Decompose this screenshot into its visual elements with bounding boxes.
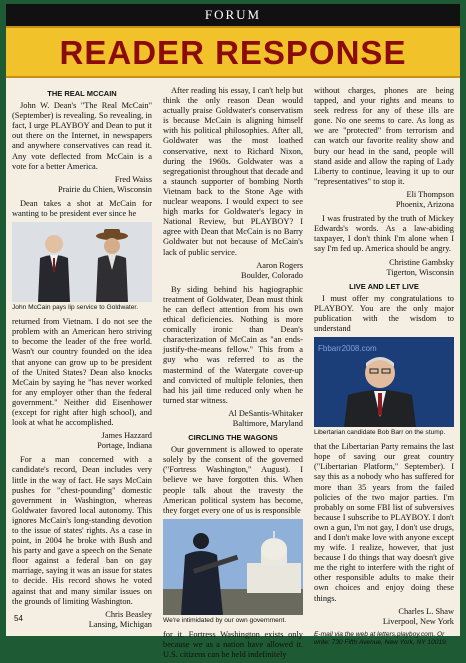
signature-name: Aaron Rogers	[256, 260, 303, 270]
signature-place: Tigerton, Wisconsin	[386, 267, 454, 277]
signature-name: Eli Thompson	[406, 189, 454, 199]
banner-text: Fbbarr2008.com	[318, 344, 377, 354]
signature-place: Portage, Indiana	[97, 441, 152, 451]
signature-name: Al DeSantis-Whitaker	[228, 408, 303, 418]
photo-caption: Libertarian candidate Bob Barr on the stump.	[314, 429, 446, 437]
signature-place: Liverpool, New York	[382, 616, 454, 626]
signature-place: Lansing, Michigan	[88, 619, 152, 629]
letter-paragraph: By siding behind his hagiographic treatment of Goldwater, Dean must think he can deflect attention from his own ethical deficiencies. Nothing is more comically ironic than Dean's characterization of McCain as "an ends-justify-the-means fellow." This from a guy who was referred to as the mastermind of the Watergate cover-up and convicted of multiple felonies, then had his jail time reduced only when he turned star witness.	[163, 284, 303, 405]
contact-footer: E-mail via the web at letters.playboy.com. Or write: 730 Fifth Avenue, New York, NY 10019.	[314, 630, 448, 647]
letter-heading: CIRCLING THE WAGONS	[188, 433, 278, 443]
letter-signature	[12, 610, 152, 630]
letter-signature	[12, 431, 152, 451]
signature-place: Baltimore, Maryland	[232, 419, 303, 428]
signature-place: Prairie du Chien, Wisconsin	[58, 184, 152, 194]
section-label: FORUM	[6, 4, 460, 26]
letter-signature	[314, 607, 454, 627]
letter-paragraph: that the Libertarian Party remains the last hope of saving our great country ("Libertarian Platform," September). I say this as a nobody who has suffered for more than 35 years from the failed policies of the two major parties. I'm probably on some FBI list of subversives because I subscribe to PLAYBOY. I don't own a gun, I'm not gay, I don't use drugs, and I don't make love with anyone except my wife. I realize, however, that just because I do things that way doesn't give me the right to interfere with the right of other responsible adults to make their own choices and enjoy doing these things.	[314, 442, 454, 603]
letter-signature	[12, 175, 152, 195]
magazine-page	[6, 4, 460, 660]
letter-heading: LIVE AND LET LIVE	[349, 281, 419, 291]
signature-name: Charles L. Shaw	[398, 606, 454, 616]
letter-signature	[163, 409, 303, 429]
signature-name: James Hazzard	[101, 431, 152, 441]
photo-illustration	[314, 337, 454, 427]
photo-caption: We're intimidated by our own government.	[163, 616, 287, 624]
title-band	[6, 26, 460, 78]
letter-paragraph: returned from Vietnam. I do not see the problem with an American hero striving to become the leader of the free world. Wasn't our country founded on the idea that anyone can grow up to be president of the United States? Dean also knocks McCain by saying he "has never worked for any employer other than the federal government." Neither did Eisenhower (except for right after high school), and look at what he accomplished.	[12, 317, 152, 428]
letter-paragraph: for it. Fortress Washington exists only because we as a nation have allowed it. U.S. citizens can be held indefinitely	[163, 629, 303, 660]
letter-paragraph: John W. Dean's "The Real McCain" (September) is revealing. So revealing, in fact, I urge PLAYBOY and Dean to put it out there on the Internet, in newspapers and anywhere conservatives can read it. Any vote deflected from McCain is a vote for a better America.	[12, 101, 152, 171]
signature-name: Christine Gambsky	[389, 257, 454, 267]
letter-paragraph: Dean takes a shot at McCain for wanting to be president ever since he	[12, 198, 152, 219]
photo-illustration	[12, 222, 152, 302]
letter-heading: THE REAL MCCAIN	[47, 89, 117, 98]
signature-place: Phoenix, Arizona	[395, 200, 454, 210]
capitol-guard-photo	[163, 519, 303, 615]
letter-signature	[314, 190, 454, 210]
signature-place: Boulder, Colorado	[240, 270, 303, 280]
letter-paragraph: After reading his essay, I can't help but think the only reason Dean would actually praise Goldwater's conservatism is because McCain is aligning himself with his political philosophies. After all, Goldwater was the most loathed conservative, next to Richard Nixon, during the 1960s. Goldwater was a segregationist throughout that decade and a staunch supporter of bombing North Vietnam back to the Stone Age with nuclear weapons. I would expect to see high marks for Goldwater's legacy in National Review, but PLAYBOY? I agree with Dean that McCain is no Barry Goldwater but not because of McCain's lack of public service.	[163, 86, 303, 257]
letter-paragraph: I must offer my congratulations to PLAYBOY. You are the only major publication with the wisdom to understand	[314, 293, 454, 334]
mccain-photo	[12, 222, 152, 302]
letter-paragraph: For a man concerned with a candidate's record, Dean includes very little in the way of fact. He says McCain pushes for "chest-pounding" domestic government in Washington, whereas Goldwater favored local autonomy. This ignores McCain's long-standing devotion to the issue of states' rights. As a case in point, in 2004 he broke with Bush and his party and gave a speech on the Senate floor against a federal ban on gay marriage, saying it was an issue for states to decide. His record shows he voted against that and many similar issues on the grounds of limiting Washington.	[12, 455, 152, 606]
letter-paragraph: Our government is allowed to operate solely by the consent of the governed ("Fortress Washington," August). I believe we have forgotten this. When people talk about the travesty the American political system has become, they forget every one of us is responsible	[163, 445, 303, 515]
page-number: 54	[14, 614, 23, 623]
letter-paragraph: without charges, phones are being tapped, and your rights and means to seek redress for any of these ills are gone. No one seems to care. As long as we are "protected" from terrorism and can watch our favorite reality show and bury our head in the sand, people will stand aside and allow the raping of Lady Liberty to continue, leaving it up to our "representatives" to stop it.	[314, 86, 454, 186]
photo-illustration	[163, 519, 303, 615]
signature-name: Fred Waiss	[114, 174, 152, 184]
signature-name: Chris Beasley	[105, 609, 152, 619]
photo-caption: John McCain pays lip service to Goldwater.	[12, 304, 139, 312]
letter-signature	[314, 258, 454, 278]
barr-photo	[314, 337, 454, 427]
column-2	[163, 86, 303, 663]
letter-paragraph: I was frustrated by the truth of Mickey Edwards's words. As a law-abiding taxpayer, I don't think I'm alone when I say I'm fed up. America should be angry.	[314, 214, 454, 254]
column-3	[314, 86, 454, 648]
letter-signature	[163, 261, 303, 281]
page-title: READER RESPONSE	[59, 34, 407, 71]
column-1	[12, 86, 152, 634]
